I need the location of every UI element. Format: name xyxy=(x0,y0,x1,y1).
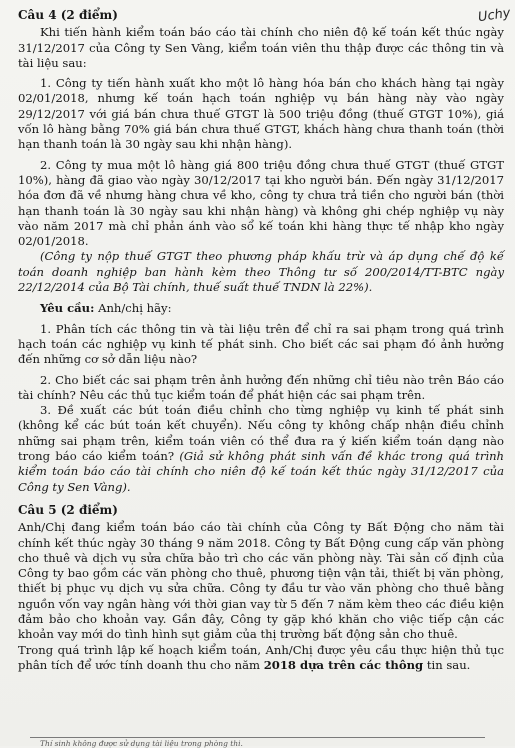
question-4-request xyxy=(18,301,504,316)
paragraph-2-start: Trong quá trình lập kế hoạch kiểm toán, Anh/Chị được yêu cầu thực hiện thủ tục phân tích để ước tính doanh thu cho năm xyxy=(18,642,504,672)
request-text: Anh/chị hãy: xyxy=(94,301,172,316)
question-5-title: Câu 5 (2 điểm) xyxy=(18,502,118,517)
requirement-3-text: 3. Đề xuất các bút toán điều chỉnh cho từng nghiệp vụ kinh tế phát sinh (không kể các bút toán kết chuyển). Nếu công ty không chấp nhận điều chỉnh những sai phạm trên, kiểm toán viên có thể đưa ra ý kiến kiểm toán dạng nào trong báo cáo kiểm toán? xyxy=(18,403,504,464)
request-label: Yêu cầu: xyxy=(40,301,95,316)
exam-content xyxy=(18,8,504,673)
question-4-note: (Công ty nộp thuế GTGT theo phương pháp khấu trừ và áp dụng chế độ kế toán doanh nghiệp ban hành kèm theo Thông tư số 200/2014/TT-BTC ngày 22/12/2014 của Bộ Tài chính, thuế suất thuế TNDN là 22%). xyxy=(18,249,504,295)
question-4-requirement-2: 2. Cho biết các sai phạm trên ảnh hưởng đến những chỉ tiêu nào trên Báo cáo tài chính? Nêu các thủ tục kiểm toán để phát hiện các sai phạm trên. xyxy=(18,372,504,402)
paragraph-2-end: tin sau. xyxy=(423,657,471,672)
question-4-requirement-3 xyxy=(18,403,504,495)
requirement-3-note: (Giả sử không phát sinh vấn đề khác trong quá trình kiểm toán báo cáo tài chính cho niên độ kế toán kết thúc ngày 31/12/2017 của Công ty Sen Vàng). xyxy=(18,449,504,494)
question-4-item-2: 2. Công ty mua một lô hàng giá 800 triệu đồng chưa thuế GTGT (thuế GTGT 10%), hàng đã giao vào ngày 30/12/2017 tại kho người bán. Đến ngày 31/12/2017 hóa đơn đã về nhưng hàng chưa về kho, công ty chưa trả tiền cho người bán (thời hạn thanh toán là 30 ngày sau khi nhận hàng) và không ghi chép nghiệp vụ này vào năm 2017 mà chỉ phản ánh vào sổ kế toán khi hàng thực tế nhập kho ngày 02/01/2018. xyxy=(18,157,504,249)
question-4-item-1: 1. Công ty tiến hành xuất kho một lô hàng hóa bán cho khách hàng tại ngày 02/01/2018, nhưng kế toán hạch toán nghiệp vụ bán hàng này vào ngày 29/12/2017 với giá bán chưa thuế GTGT là 500 triệu đồng (thuế GTGT 10%), giá vốn lô hàng bằng 70% giá bán chưa thuế GTGT, khách hàng chưa thanh toán (thời hạn thanh toán là 30 ngày sau khi nhận hàng). xyxy=(18,76,504,152)
footer-divider xyxy=(30,737,485,738)
paragraph-2-bold: 2018 dựa trên các thông xyxy=(263,657,424,672)
question-4-title: Câu 4 (2 điểm) xyxy=(18,8,118,22)
question-4-requirement-1: 1. Phân tích các thông tin và tài liệu trên để chỉ ra sai phạm trong quá trình hạch toán các nghiệp vụ kinh tế phát sinh. Cho biết các sai phạm đó ảnh hưởng đến những cơ sở dẫn liệu nào? xyxy=(18,321,504,367)
question-4-intro: Khi tiến hành kiểm toán báo cáo tài chính cho niên độ kế toán kết thúc ngày 31/12/2017 của Công ty Sen Vàng, kiểm toán viên thu thập được các thông tin và tài liệu sau: xyxy=(18,25,504,70)
question-5-paragraph-2 xyxy=(18,643,504,674)
question-5-paragraph-1: Anh/Chị đang kiểm toán báo cáo tài chính của Công ty Bất Động cho năm tài chính kết thúc ngày 30 tháng 9 năm 2018. Công ty Bất Động cung cấp văn phòng cho thuê và dịch vụ sửa chữa bảo trì cho các văn phòng này. Tài sản cố định của Công ty bao gồm các văn phòng cho thuê, phương tiện vận tải, thiết bị văn phòng, thiết bị phục vụ dịch vụ sửa chữa. Công ty đầu tư vào văn phòng cho thuê bằng nguồn vốn vay ngân hàng với thời gian vay từ 5 đến 7 năm kèm theo các điều kiện đảm bảo cho khoản vay. Gần đây, Công ty gặp khó khăn cho việc tiếp cận các khoản vay mới do tình hình sụt giảm của thị trường bất động sản cho thuê. xyxy=(18,520,504,642)
margin-handwriting: Uchy xyxy=(477,5,512,26)
footer-text: Thí sinh không được sử dụng tài liệu trong phòng thi. xyxy=(40,739,243,748)
